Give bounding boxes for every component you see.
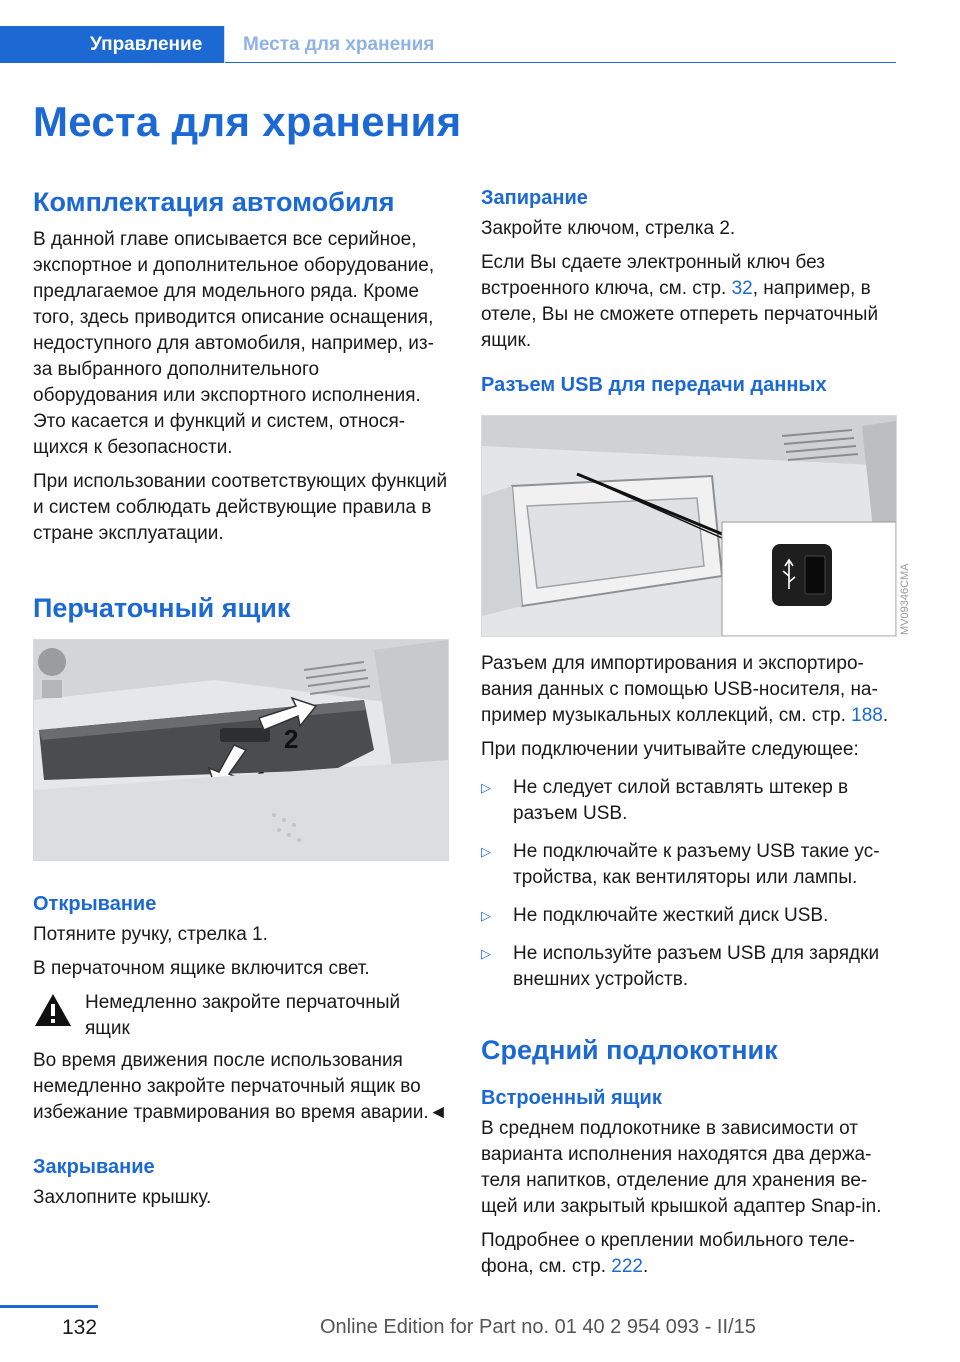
figure-code: MV09346CMA — [899, 563, 911, 635]
left-column — [33, 185, 449, 1219]
usb-figure-wrap — [481, 415, 921, 637]
armrest-phone-text: Подробнее о креплении мобильного телефона, см. стр. — [481, 1230, 855, 1277]
list-item — [481, 941, 897, 993]
equipment-paragraph-1: В данной главе описывается все серийное, экспортное и дополнительное оборудование, предлагаемое для модельного ряда. Кроме того, здесь приводится описание оснащения, недоступного для автомобиля, например, из-за выбранного дополнительного оборудования или экспортного исполнения. Это касается и функций и систем, относящихся к безопасности. — [33, 229, 435, 458]
header-tabs — [0, 26, 896, 63]
usb-description-tail: . — [882, 705, 889, 726]
right-column — [481, 185, 911, 1288]
triangle-bullet-icon: ▷ — [481, 780, 491, 795]
glovebox-figure — [33, 639, 449, 861]
tab-control[interactable]: Управление — [0, 26, 224, 63]
triangle-bullet-icon: ▷ — [481, 844, 491, 859]
locking-heading: Запирание — [481, 187, 588, 209]
edition-text: Online Edition for Part no. 01 40 2 954 093 - II/15 — [320, 1316, 756, 1338]
locking-note-text: Если Вы сдаете электронный ключ без встроенного ключа, см. стр. — [481, 252, 825, 299]
page-number: 132 — [62, 1316, 98, 1339]
usb-intro: При подключении учитывайте следующее: — [481, 739, 859, 760]
armrest-subheading: Встроенный ящик — [481, 1087, 662, 1109]
armrest-phone-note — [481, 1228, 897, 1280]
closing-text: Захлопните крышку. — [33, 1187, 212, 1208]
figure-code-wrap — [899, 535, 913, 635]
page-title: Места для хранения — [33, 98, 462, 145]
armrest-paragraph: В среднем подлокотнике в зависимости от варианта исполнения находятся два держателя напитков, отделение для хранения вещей или закрытый крышкой адаптер Snap-in. — [481, 1118, 882, 1217]
triangle-bullet-icon: ▷ — [481, 946, 491, 961]
armrest-heading: Средний подлокотник — [481, 1035, 778, 1065]
bullet-text: Не используйте разъем USB для зарядки внешних устройств. — [513, 943, 880, 990]
usb-illustration — [482, 416, 896, 636]
locking-note — [481, 250, 897, 354]
closing-heading: Закрывание — [33, 1156, 155, 1178]
equipment-heading: Комплектация автомобиля — [33, 187, 395, 217]
warning-text — [33, 1048, 449, 1126]
usb-figure — [481, 415, 897, 637]
list-item — [481, 839, 897, 891]
usb-bullet-list — [481, 775, 897, 993]
armrest-phone-tail: . — [642, 1256, 649, 1277]
glovebox-heading: Перчаточный ящик — [33, 593, 291, 623]
footer-rule — [0, 1305, 98, 1308]
usb-description — [481, 651, 897, 729]
usb-description-text: Разъем для импортирования и экспортирования данных с помощью USB-носителя, например музыкальных коллекций, см. стр. — [481, 653, 878, 726]
opening-light: В перчаточном ящике включится свет. — [33, 958, 370, 979]
opening-heading: Открывание — [33, 893, 157, 915]
warning-block — [33, 990, 449, 1042]
page-link-188[interactable]: 188 — [851, 705, 883, 726]
locking-step: Закройте ключом, стрелка 2. — [481, 218, 736, 239]
opening-step: Потяните ручку, стрелка 1. — [33, 924, 268, 945]
tab-storage[interactable]: Места для хранения — [224, 26, 434, 63]
page-link-32[interactable]: 32 — [731, 278, 753, 299]
page-link-222[interactable]: 222 — [611, 1256, 643, 1277]
warning-body: Во время движения после использования немедленно закройте перчаточный ящик во избежание травмирования во время аварии. — [33, 1050, 429, 1123]
list-item — [481, 775, 897, 827]
bullet-text: Не подключайте к разъему USB такие устройства, как вентиляторы или лампы. — [513, 841, 880, 888]
warning-title: Немедленно закройте перчаточный ящик — [85, 992, 401, 1039]
bullet-text: Не подключайте жесткий диск USB. — [513, 905, 829, 926]
locking-note-tail: , например, в отеле, Вы не сможете отпереть перчаточный ящик. — [481, 278, 879, 351]
figure-label-2: 2 — [284, 724, 299, 754]
list-item — [481, 903, 897, 929]
triangle-bullet-icon: ▷ — [481, 908, 491, 923]
usb-heading: Разъем USB для передачи данных — [481, 374, 827, 396]
warning-triangle-icon — [33, 992, 73, 1028]
end-mark-icon: ◄ — [428, 1102, 448, 1123]
equipment-paragraph-2: При использовании соответствующих функций и систем соблюдать действующие правила в стране эксплуатации. — [33, 471, 448, 544]
bullet-text: Не следует силой вставлять штекер в разъем USB. — [513, 777, 849, 824]
glovebox-illustration — [34, 640, 448, 860]
